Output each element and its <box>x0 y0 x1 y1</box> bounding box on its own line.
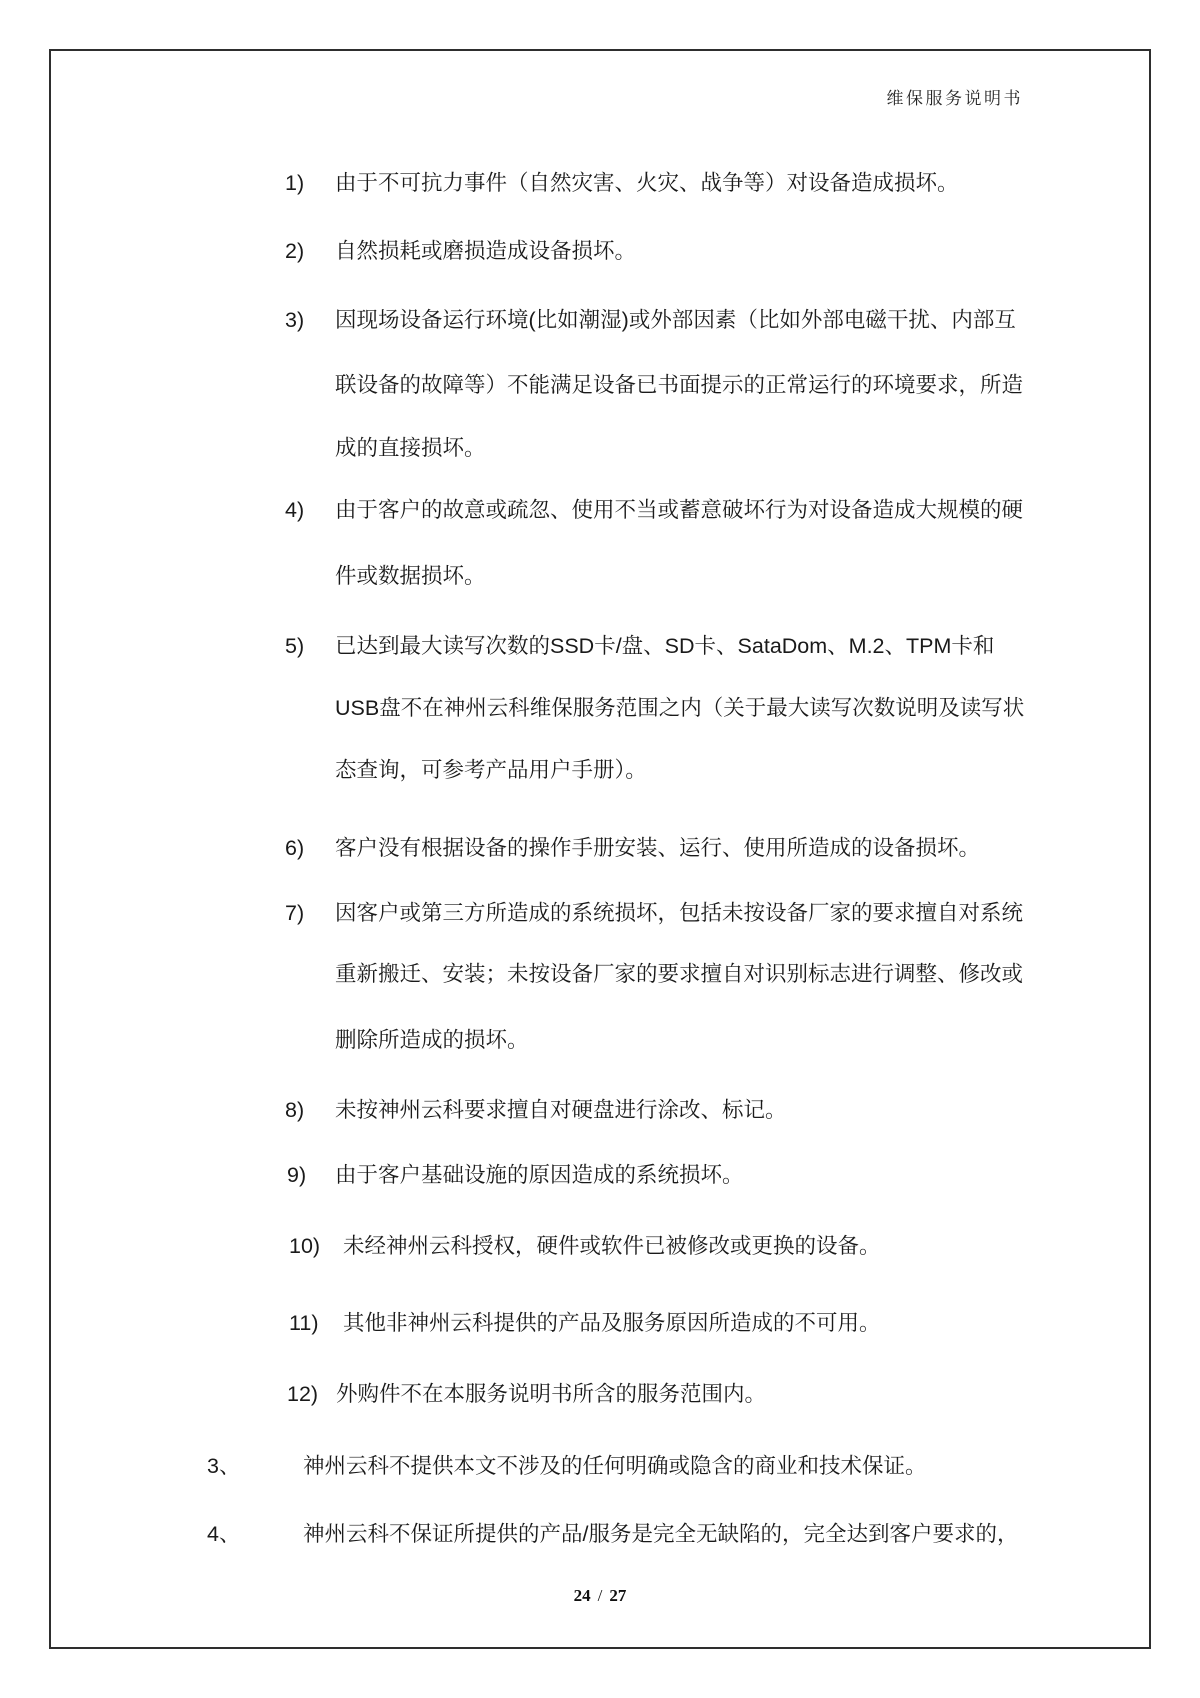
list-item-number: 12) <box>287 1382 319 1406</box>
list-item-number: 9) <box>287 1163 307 1187</box>
list-item-line: USB盘不在神州云科维保服务范围之内（关于最大读写次数说明及读写状 <box>335 696 1025 720</box>
list-item-line: 件或数据损坏。 <box>335 564 486 588</box>
page-total: 27 <box>609 1586 627 1605</box>
header-title: 维保服务说明书 <box>886 89 1023 108</box>
page-current: 24 <box>573 1586 591 1605</box>
list-item-line: 态查询，可参考产品用户手册）。 <box>335 758 647 782</box>
list-item-line: 外购件不在本服务说明书所含的服务范围内。 <box>336 1382 767 1406</box>
list-item-line: 未经神州云科授权，硬件或软件已被修改或更换的设备。 <box>343 1234 881 1258</box>
list-item-number: 3) <box>285 308 305 332</box>
list-item-line: 删除所造成的损坏。 <box>335 1028 529 1052</box>
list-item-number: 11) <box>289 1311 319 1335</box>
list-item-number: 4) <box>285 498 305 522</box>
list-item-line: 未按神州云科要求擅自对硬盘进行涂改、标记。 <box>335 1098 787 1122</box>
list-item-number: 6) <box>285 836 305 860</box>
list-item-number: 1) <box>285 171 305 195</box>
list-item-line: 由于客户基础设施的原因造成的系统损坏。 <box>335 1163 744 1187</box>
list-item-line: 自然损耗或磨损造成设备损坏。 <box>335 239 637 263</box>
list-item-number: 5) <box>285 634 305 658</box>
list-item-line: 联设备的故障等）不能满足设备已书面提示的正常运行的环境要求，所造 <box>335 373 1024 397</box>
list-item-number: 10) <box>289 1234 321 1258</box>
list-item-line: 神州云科不提供本文不涉及的任何明确或隐含的商业和技术保证。 <box>303 1454 927 1478</box>
list-item-line: 已达到最大读写次数的SSD卡/盘、SD卡、SataDom、M.2、TPM卡和 <box>335 634 995 658</box>
list-item-line: 重新搬迁、安装；未按设备厂家的要求擅自对识别标志进行调整、修改或 <box>335 962 1024 986</box>
list-item-line: 因客户或第三方所造成的系统损坏，包括未按设备厂家的要求擅自对系统 <box>335 901 1024 925</box>
list-item-number: 7) <box>285 901 305 925</box>
list-item-number: 3、 <box>207 1454 241 1478</box>
list-item-line: 由于客户的故意或疏忽、使用不当或蓄意破坏行为对设备造成大规模的硬 <box>335 498 1024 522</box>
page-separator: / <box>597 1586 603 1605</box>
list-item-number: 4、 <box>207 1522 241 1546</box>
list-item-number: 2) <box>285 239 305 263</box>
list-item-line: 神州云科不保证所提供的产品/服务是完全无缺陷的，完全达到客户要求的， <box>303 1522 1019 1546</box>
list-item-line: 成的直接损坏。 <box>335 436 486 460</box>
list-item-line: 因现场设备运行环境(比如潮湿)或外部因素（比如外部电磁干扰、内部互 <box>335 308 1016 332</box>
list-item-line: 其他非神州云科提供的产品及服务原因所造成的不可用。 <box>343 1311 881 1335</box>
list-item-line: 由于不可抗力事件（自然灾害、火灾、战争等）对设备造成损坏。 <box>335 171 959 195</box>
list-item-line: 客户没有根据设备的操作手册安装、运行、使用所造成的设备损坏。 <box>335 836 981 860</box>
list-item-number: 8) <box>285 1098 305 1122</box>
page-number <box>0 1586 1200 1606</box>
